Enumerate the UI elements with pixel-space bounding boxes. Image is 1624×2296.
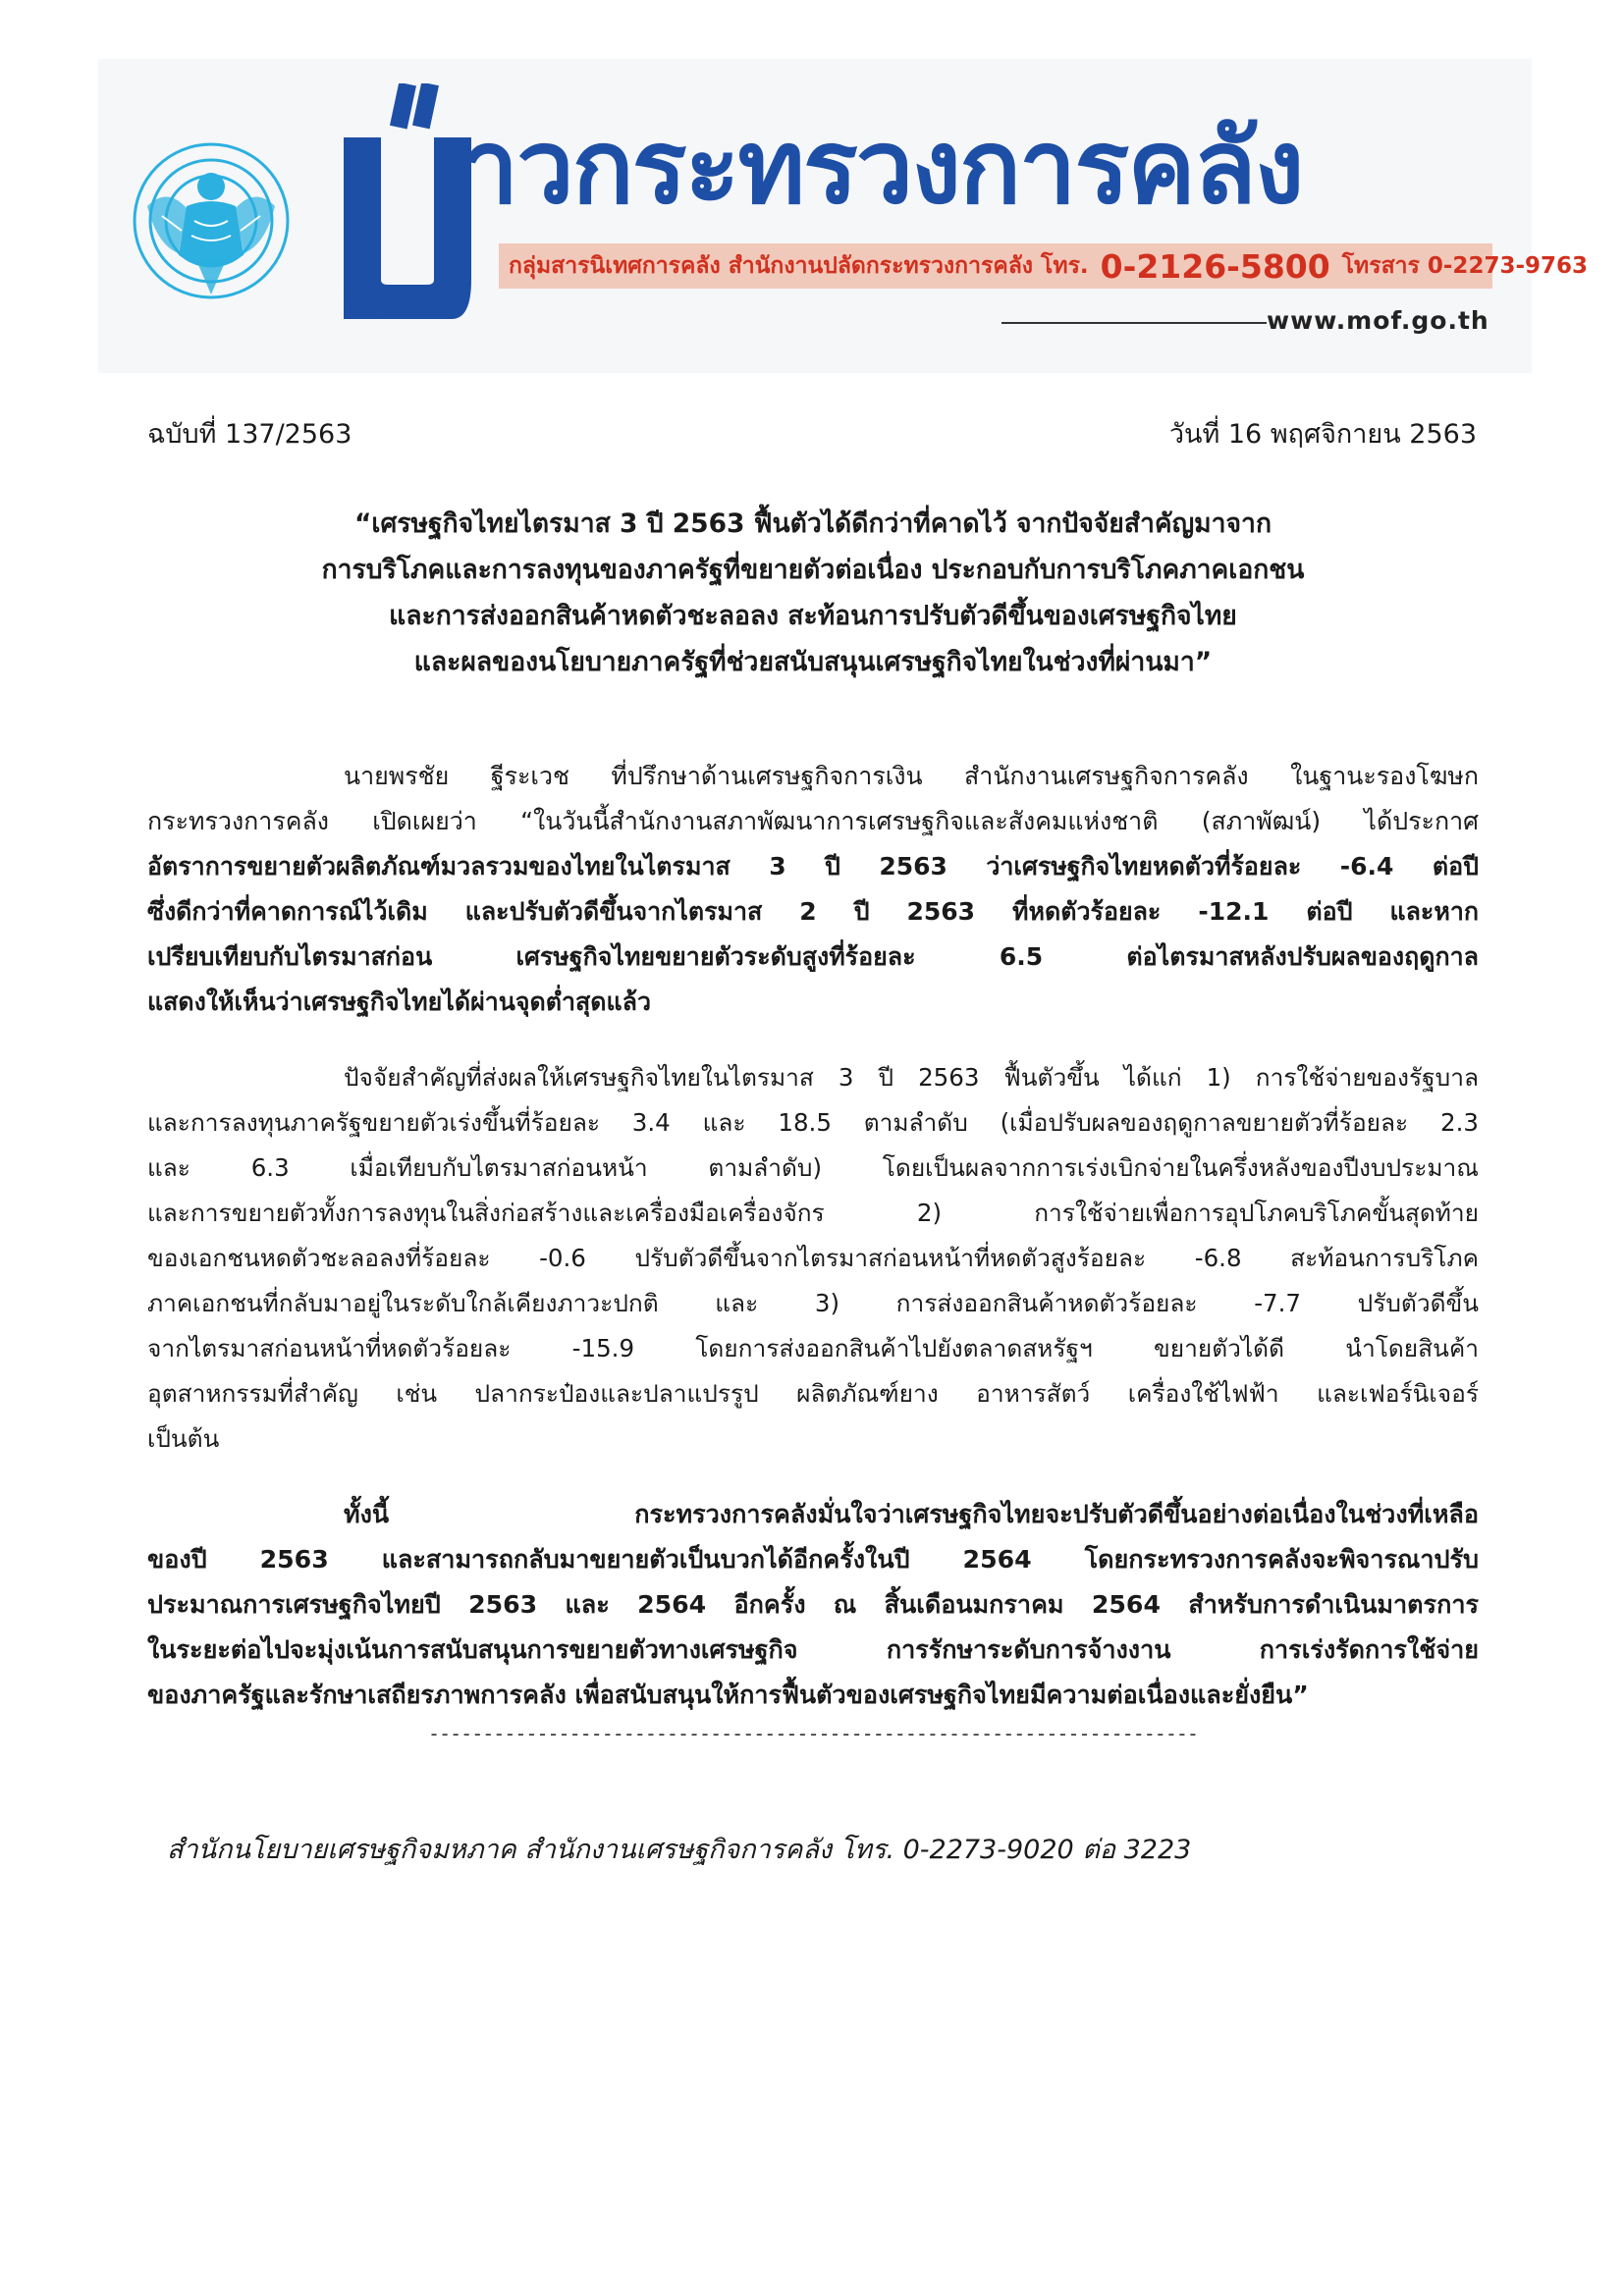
paragraph-line: ของภาครัฐและรักษาเสถียรภาพการคลัง เพื่อสนับสนุนให้การฟื้นตัวของเศรษฐกิจไทยมีความต่อเนื่องและยั่งยืน”	[147, 1681, 1309, 1709]
paragraph-line: เป็นต้น	[147, 1424, 220, 1453]
headline	[147, 501, 1479, 685]
paragraph-line: ในระยะต่อไปจะมุ่งเน้นการสนับสนุนการขยายตัวทางเศรษฐกิจ การรักษาระดับการจ้างงาน การเร่งรัดการใช้จ่าย	[147, 1635, 1479, 1664]
paragraph-2	[147, 1055, 1479, 1462]
paragraph-line: ของปี 2563 และสามารถกลับมาขยายตัวเป็นบวกได้อีกครั้งในปี 2564 โดยกระทรวงการคลังจะพิจารณาปรับ	[147, 1545, 1479, 1574]
masthead-logo-letter	[344, 83, 481, 319]
headline-line: การบริโภคและการลงทุนของภาครัฐที่ขยายตัวต่อเนื่อง ประกอบกับการบริโภคภาคเอกชน	[321, 555, 1305, 585]
paragraph-line: และ 6.3 เมื่อเทียบกับไตรมาสก่อนหน้า ตามลำดับ) โดยเป็นผลจากการเร่งเบิกจ่ายในครึ่งหลังของปีงบประมาณ	[147, 1153, 1479, 1182]
paragraph-line: แสดงให้เห็นว่าเศรษฐกิจไทยได้ผ่านจุดต่ำสุดแล้ว	[147, 988, 652, 1016]
paragraph-line: เปรียบเทียบกับไตรมาสก่อน เศรษฐกิจไทยขยายตัวระดับสูงที่ร้อยละ 6.5 ต่อไตรมาสหลังปรับผลของฤดูกาล	[147, 942, 1479, 971]
issue-date: วันที่ 16 พฤศจิกายน 2563	[1168, 419, 1477, 450]
contact-fax: โทรสาร 0-2273-9763	[1341, 253, 1589, 279]
headline-line: และผลของนโยบายภาครัฐที่ช่วยสนับสนุนเศรษฐกิจไทยในช่วงที่ผ่านมา”	[413, 647, 1213, 677]
paragraph-line: นายพรชัย ฐีระเวช ที่ปรึกษาด้านเศรษฐกิจการเงิน สำนักงานเศรษฐกิจการคลัง ในฐานะรองโฆษก	[344, 762, 1479, 790]
paragraph-line: และการลงทุนภาครัฐขยายตัวเร่งขึ้นที่ร้อยละ 3.4 และ 18.5 ตามลำดับ (เมื่อปรับผลของฤดูกาลขยายตัวที่ร้อยละ 2.3	[147, 1108, 1479, 1137]
masthead-title: าวกระทรวงการคลัง	[461, 107, 1303, 227]
paragraph-line: และการขยายตัวทั้งการลงทุนในสิ่งก่อสร้างและเครื่องมือเครื่องจักร 2) การใช้จ่ายเพื่อการอุปโภคบริโภคขั้นสุดท้าย	[147, 1199, 1479, 1227]
garuda-emblem-icon	[128, 137, 295, 304]
paragraph-line: ปัจจัยสำคัญที่ส่งผลให้เศรษฐกิจไทยในไตรมาส 3 ปี 2563 ฟื้นตัวขึ้น ได้แก่ 1) การใช้จ่ายของรัฐบาล	[344, 1063, 1479, 1092]
headline-line: “เศรษฐกิจไทยไตรมาส 3 ปี 2563 ฟื้นตัวได้ดีกว่าที่คาดไว้ จากปัจจัยสำคัญมาจาก	[354, 508, 1272, 539]
paragraph-line: กระทรวงการคลัง เปิดเผยว่า “ในวันนี้สำนักงานสภาพัฒนาการเศรษฐกิจและสังคมแห่งชาติ (สภาพัฒน์) ได้ประกาศ	[147, 807, 1479, 835]
paragraph-line: อัตราการขยายตัวผลิตภัณฑ์มวลรวมของไทยในไตรมาส 3 ปี 2563 ว่าเศรษฐกิจไทยหดตัวที่ร้อยละ -6.4 ต่อปี	[147, 852, 1479, 881]
headline-line: และการส่งออกสินค้าหดตัวชะลอลง สะท้อนการปรับตัวดีขึ้นของเศรษฐกิจไทย	[389, 601, 1237, 631]
contact-phone: 0-2126-5800	[1100, 246, 1330, 286]
paragraph-3	[147, 1492, 1479, 1718]
paragraph-1	[147, 754, 1479, 1025]
website-underline	[1001, 322, 1267, 324]
issue-number: ฉบับที่ 137/2563	[147, 419, 352, 450]
paragraph-line: ทั้งนี้ กระทรวงการคลังมั่นใจว่าเศรษฐกิจไทยจะปรับตัวดีขึ้นอย่างต่อเนื่องในช่วงที่เหลือ	[344, 1500, 1479, 1528]
paragraph-line: ภาคเอกชนที่กลับมาอยู่ในระดับใกล้เคียงภาวะปกติ และ 3) การส่งออกสินค้าหดตัวร้อยละ -7.7 ปรับตัวดีขึ้น	[147, 1289, 1479, 1317]
paragraph-line: ประมาณการเศรษฐกิจไทยปี 2563 และ 2564 อีกครั้ง ณ สิ้นเดือนมกราคม 2564 สำหรับการดำเนินมาตรการ	[147, 1590, 1479, 1619]
footer-contact: สำนักนโยบายเศรษฐกิจมหภาค สำนักงานเศรษฐกิจการคลัง โทร. 0-2273-9020 ต่อ 3223	[167, 1835, 1192, 1865]
paragraph-line: ของเอกชนหดตัวชะลอลงที่ร้อยละ -0.6 ปรับตัวดีขึ้นจากไตรมาสก่อนหน้าที่หดตัวสูงร้อยละ -6.8 สะท้อนการบริโภค	[147, 1244, 1479, 1272]
paragraph-line: จากไตรมาสก่อนหน้าที่หดตัวร้อยละ -15.9 โดยการส่งออกสินค้าไปยังตลาดสหรัฐฯ ขยายตัวได้ดี นำโดยสินค้า	[147, 1334, 1479, 1362]
website-link[interactable]: www.mof.go.th	[1267, 306, 1489, 335]
paragraph-line: อุตสาหกรรมที่สำคัญ เช่น ปลากระป๋องและปลาแปรรูป ผลิตภัณฑ์ยาง อาหารสัตว์ เครื่องใช้ไฟฟ้า และเฟอร์นิเจอร์	[147, 1379, 1479, 1408]
contact-office-text: กลุ่มสารนิเทศการคลัง สำนักงานปลัดกระทรวงการคลัง โทร.	[509, 253, 1089, 279]
section-divider: -----------------------------------------------------------------------	[428, 1722, 1198, 1745]
masthead-contact-bar	[499, 243, 1589, 289]
paragraph-line: ซึ่งดีกว่าที่คาดการณ์ไว้เดิม และปรับตัวดีขึ้นจากไตรมาส 2 ปี 2563 ที่หดตัวร้อยละ -12.1 ต่อปี และหาก	[147, 897, 1479, 926]
